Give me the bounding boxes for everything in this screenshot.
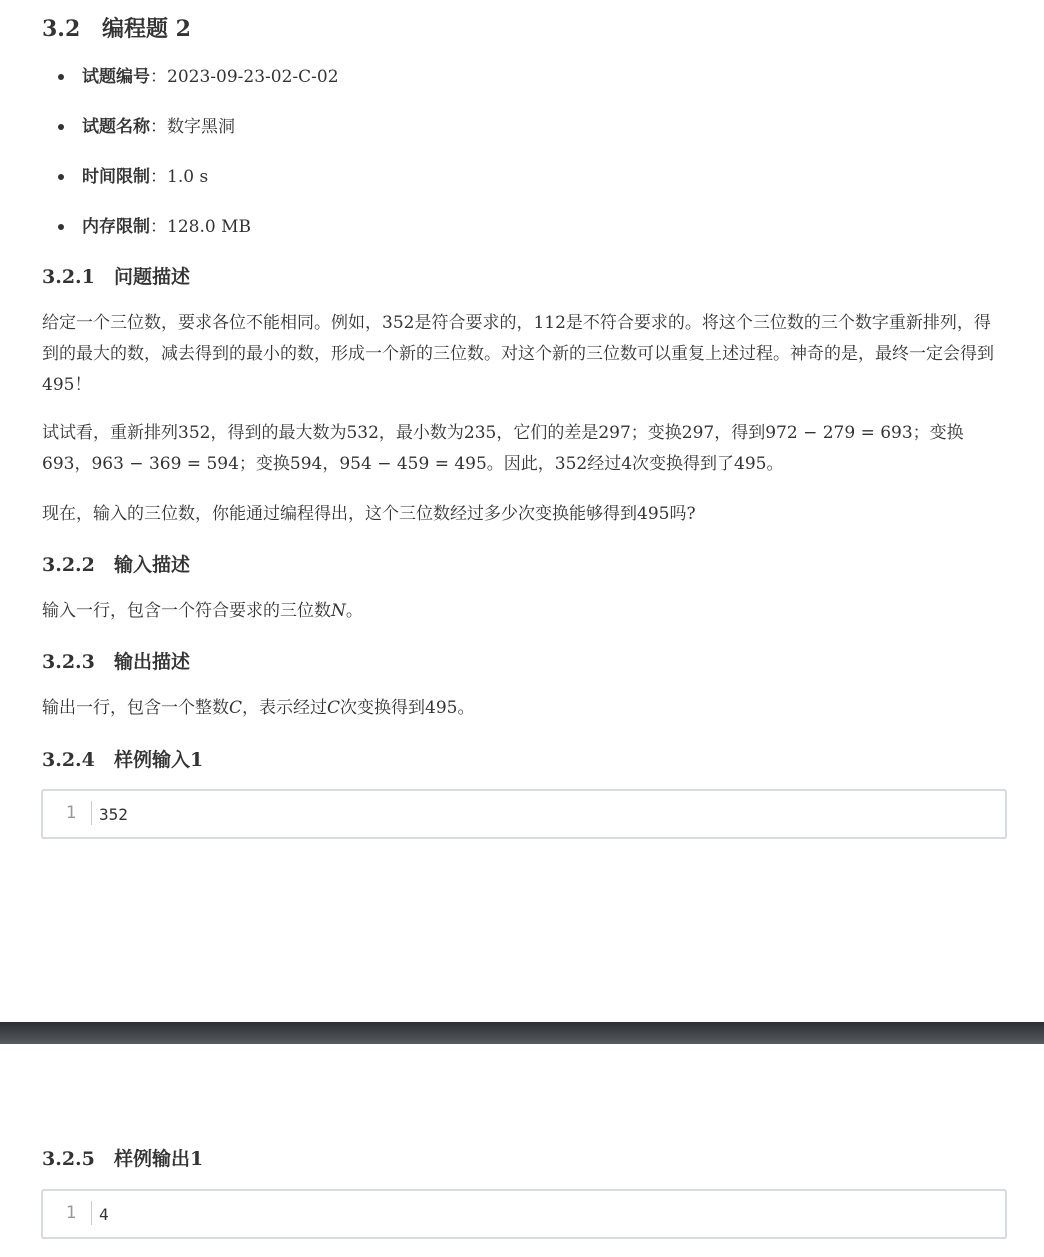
problem-paragraph-3: 现在，输入的三位数，你能通过编程得出，这个三位数经过多少次变换能够得到495吗? (42, 504, 696, 524)
meta-value: 128.0 MB (167, 217, 251, 237)
sample-output-code-block[interactable] (41, 1189, 1007, 1239)
meta-separator: ： (150, 217, 167, 237)
problem-heading (42, 262, 190, 289)
heading-number: 3.2.4 (42, 749, 95, 771)
page-break-divider (0, 1022, 1044, 1044)
input-description (42, 596, 1004, 627)
heading-number: 3.2.5 (42, 1148, 95, 1170)
code-line[interactable]: 4 (99, 1205, 109, 1224)
meta-label: 时间限制 (82, 167, 150, 187)
meta-label: 试题名称 (82, 117, 150, 137)
output-description (42, 693, 1004, 724)
output-heading (42, 647, 190, 674)
list-item (42, 212, 339, 262)
heading-number: 3.2.3 (42, 651, 95, 673)
math-variable: C (229, 698, 243, 718)
meta-separator: ： (150, 67, 167, 87)
list-item (42, 62, 339, 112)
heading-title: 输入描述 (114, 554, 191, 576)
line-number: 1 (51, 1201, 92, 1225)
section-number: 3.2 (42, 16, 81, 42)
meta-value: 2023-09-23-02-C-02 (167, 67, 339, 87)
text: ，表示经过 (242, 698, 328, 718)
math-variable: N (331, 601, 346, 621)
section-title: 编程题 2 (102, 16, 191, 42)
text: 输出一行，包含一个整数 (42, 698, 229, 718)
text: 次变换得到495。 (340, 698, 475, 718)
meta-value: 数字黑洞 (167, 117, 235, 137)
heading-title: 问题描述 (114, 266, 191, 288)
list-item (42, 162, 339, 212)
problem-paragraph-1: 给定一个三位数，要求各位不能相同。例如，352是符合要求的，112是不符合要求的。将这个三位数的三个数字重新排列，得到的最大的数，减去得到的最小的数，形成一个新的三位数。对这个新的三位数可以重复上述过程。神奇的是，最终一定会得到495！ (42, 313, 994, 395)
input-heading (42, 550, 190, 577)
math-variable: C (327, 698, 341, 718)
heading-title: 输出描述 (114, 651, 191, 673)
meta-separator: ： (150, 167, 167, 187)
text: 输入一行，包含一个符合要求的三位数 (42, 601, 331, 621)
heading-number: 3.2.1 (42, 266, 95, 288)
line-number: 1 (51, 801, 92, 825)
sample-input-code-block[interactable] (41, 789, 1007, 839)
heading-title: 样例输出1 (114, 1148, 204, 1170)
meta-label: 试题编号 (82, 67, 150, 87)
sample-output-heading (42, 1144, 203, 1171)
list-item (42, 112, 339, 162)
text: 。 (345, 601, 363, 621)
section-heading (42, 12, 191, 43)
meta-label: 内存限制 (82, 217, 150, 237)
code-line[interactable]: 352 (99, 805, 128, 824)
meta-separator: ： (150, 117, 167, 137)
problem-paragraph-2: 试试看，重新排列352，得到的最大数为532，最小数为235，它们的差是297；变换297，得到972 − 279 = 693；变换693，963 − 369 = 594；变换594，954 − 459 = 495。因此，352经过4次变换得到了495。 (42, 423, 964, 474)
meta-value: 1.0 s (167, 167, 209, 187)
heading-title: 样例输入1 (114, 749, 204, 771)
heading-number: 3.2.2 (42, 554, 95, 576)
problem-meta-list (42, 62, 339, 262)
sample-input-heading (42, 745, 203, 772)
